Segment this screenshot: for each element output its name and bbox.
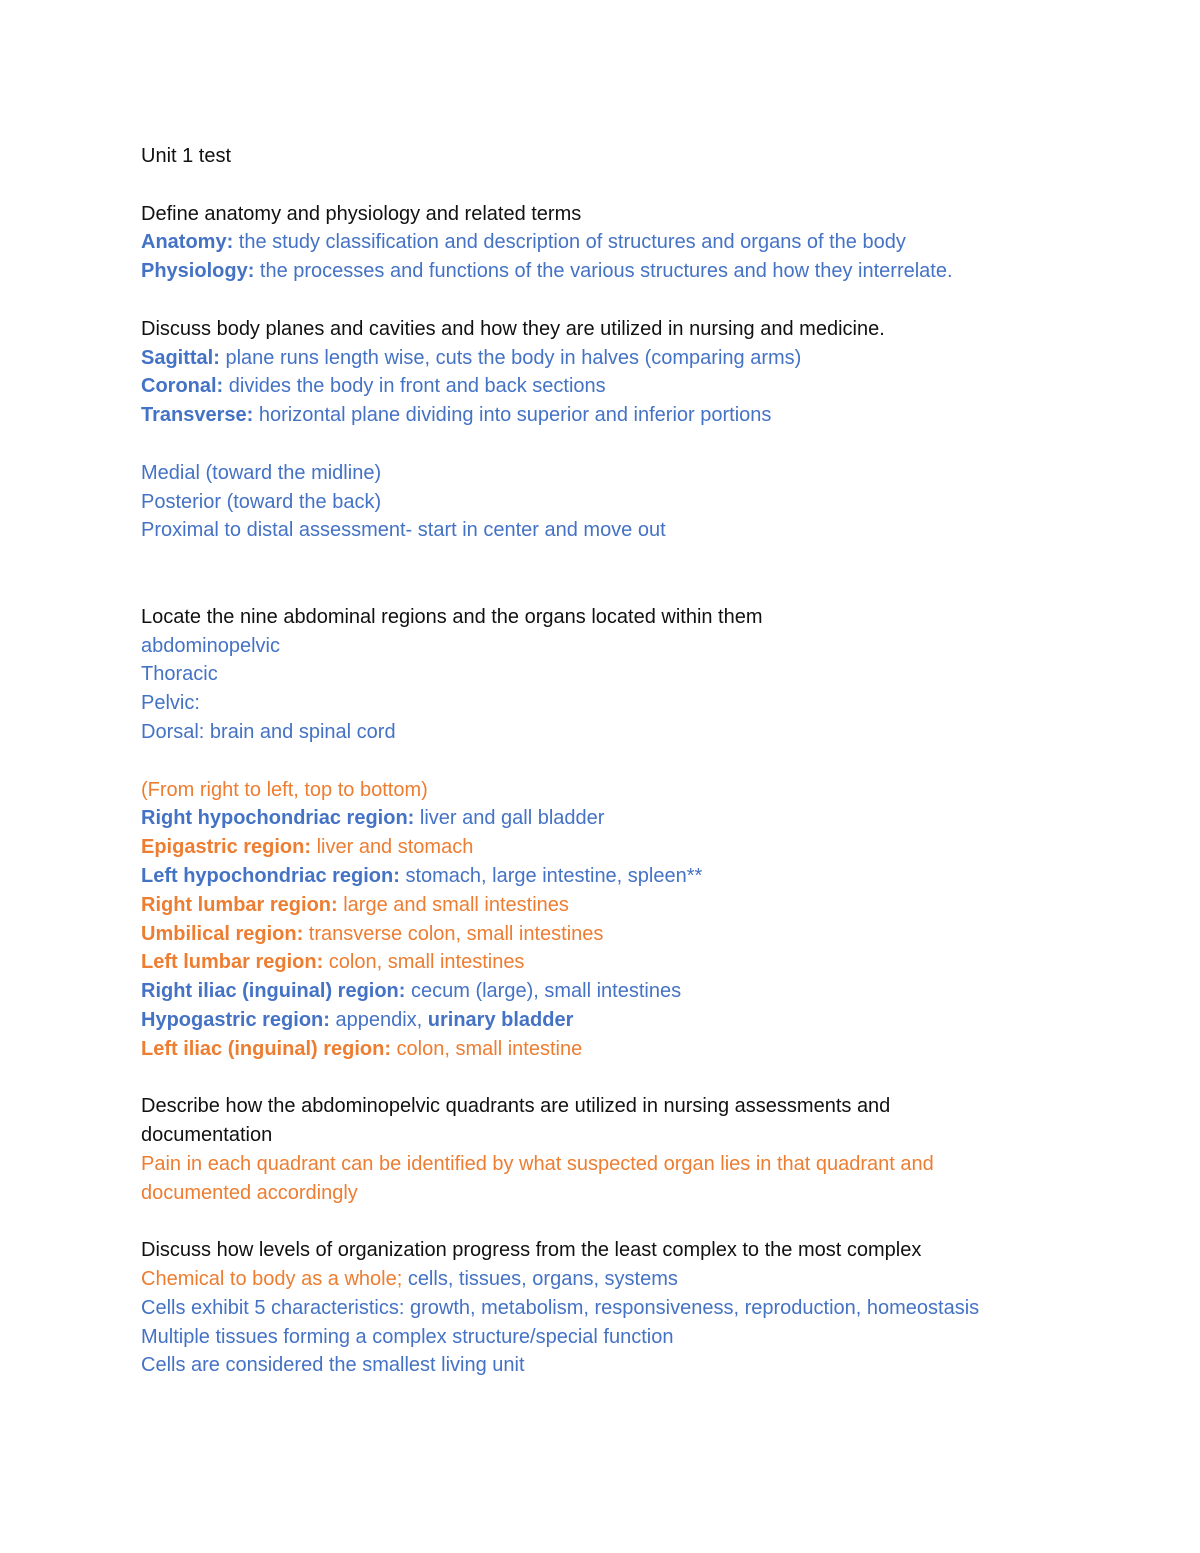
definition-term: Coronal: <box>141 375 224 398</box>
section-heading: Discuss how levels of organization progress from the least complex to the most complex <box>141 1239 922 1262</box>
cavity-line: Thoracic <box>141 663 218 686</box>
definition-line <box>141 372 1140 401</box>
region-term: Left hypochondriac region: <box>141 864 400 887</box>
organization-line: Cells are considered the smallest living unit <box>141 1354 525 1377</box>
definition-text: the processes and functions of the various structures and how they interrelate. <box>254 260 953 283</box>
region-term: Umbilical region: <box>141 922 304 945</box>
region-organs: liver and gall bladder <box>414 807 605 830</box>
cavity-line: abdominopelvic <box>141 634 280 657</box>
section-answer: Pain in each quadrant can be identified by what suspected organ lies in that quadrant and documented accordingly <box>141 1152 934 1204</box>
definition-term: Physiology: <box>141 260 255 283</box>
region-organs: colon, small intestine <box>391 1037 583 1060</box>
section-heading: Describe how the abdominopelvic quadrants are utilized in nursing assessments and documentation <box>141 1095 891 1147</box>
region-line <box>141 1035 1140 1064</box>
region-line <box>141 920 1140 949</box>
region-line <box>141 1006 1140 1035</box>
section-heading: Locate the nine abdominal regions and the organs located within them <box>141 605 763 628</box>
definition-line <box>141 228 1140 257</box>
section-heading: Discuss body planes and cavities and how they are utilized in nursing and medicine. <box>141 317 885 340</box>
region-line <box>141 977 1140 1006</box>
region-organs: colon, small intestines <box>323 951 525 974</box>
definition-term: Transverse: <box>141 404 254 427</box>
spacer <box>141 1064 1140 1093</box>
region-line <box>141 891 1140 920</box>
region-term: Hypogastric region: <box>141 1008 330 1031</box>
definition-term: Anatomy: <box>141 231 234 254</box>
definition-text: horizontal plane dividing into superior and inferior portions <box>253 404 772 427</box>
spacer <box>141 1207 1140 1236</box>
region-organs-bold: urinary bladder <box>427 1008 574 1031</box>
document-title: Unit 1 test <box>141 145 232 167</box>
definition-term: Sagittal: <box>141 346 220 369</box>
region-term: Right hypochondriac region: <box>141 807 415 830</box>
organization-text: Chemical to body as a whole; <box>141 1268 408 1291</box>
definition-line <box>141 401 1140 430</box>
definition-text: plane runs length wise, cuts the body in halves (comparing arms) <box>219 346 802 369</box>
region-organs: appendix, <box>329 1008 428 1031</box>
region-line <box>141 862 1140 891</box>
region-organs: large and small intestines <box>337 893 569 916</box>
organization-line <box>141 1265 1140 1294</box>
organization-line: Multiple tissues forming a complex structure/special function <box>141 1325 674 1348</box>
region-line <box>141 948 1140 977</box>
direction-line: Posterior (toward the back) <box>141 490 382 513</box>
region-line <box>141 833 1140 862</box>
regions-note: (From right to left, top to bottom) <box>141 778 428 801</box>
direction-line: Proximal to distal assessment- start in center and move out <box>141 519 666 542</box>
spacer <box>141 171 1140 200</box>
definition-line <box>141 257 1140 286</box>
definition-text: divides the body in front and back sections <box>223 375 606 398</box>
definition-text: the study classification and description of structures and organs of the body <box>233 231 906 254</box>
spacer <box>141 545 1140 603</box>
region-term: Left lumbar region: <box>141 951 324 974</box>
region-term: Right lumbar region: <box>141 893 338 916</box>
direction-line: Medial (toward the midline) <box>141 461 382 484</box>
region-organs: transverse colon, small intestines <box>303 922 604 945</box>
region-organs: stomach, large intestine, spleen** <box>399 864 703 887</box>
organization-line: Cells exhibit 5 characteristics: growth, metabolism, responsiveness, reproduction, homeostasis <box>141 1296 980 1319</box>
region-organs: cecum (large), small intestines <box>405 980 682 1003</box>
spacer <box>141 286 1140 315</box>
section-heading: Define anatomy and physiology and related terms <box>141 202 582 225</box>
spacer <box>141 747 1140 776</box>
region-line <box>141 804 1140 833</box>
region-term: Epigastric region: <box>141 836 312 859</box>
organization-levels: cells, tissues, organs, systems <box>407 1268 678 1291</box>
cavity-line: Pelvic: <box>141 692 200 715</box>
spacer <box>141 430 1140 459</box>
region-organs: liver and stomach <box>311 836 474 859</box>
cavity-line: Dorsal: brain and spinal cord <box>141 720 396 743</box>
region-term: Right iliac (inguinal) region: <box>141 980 406 1003</box>
definition-line <box>141 344 1140 373</box>
region-term: Left iliac (inguinal) region: <box>141 1037 391 1060</box>
